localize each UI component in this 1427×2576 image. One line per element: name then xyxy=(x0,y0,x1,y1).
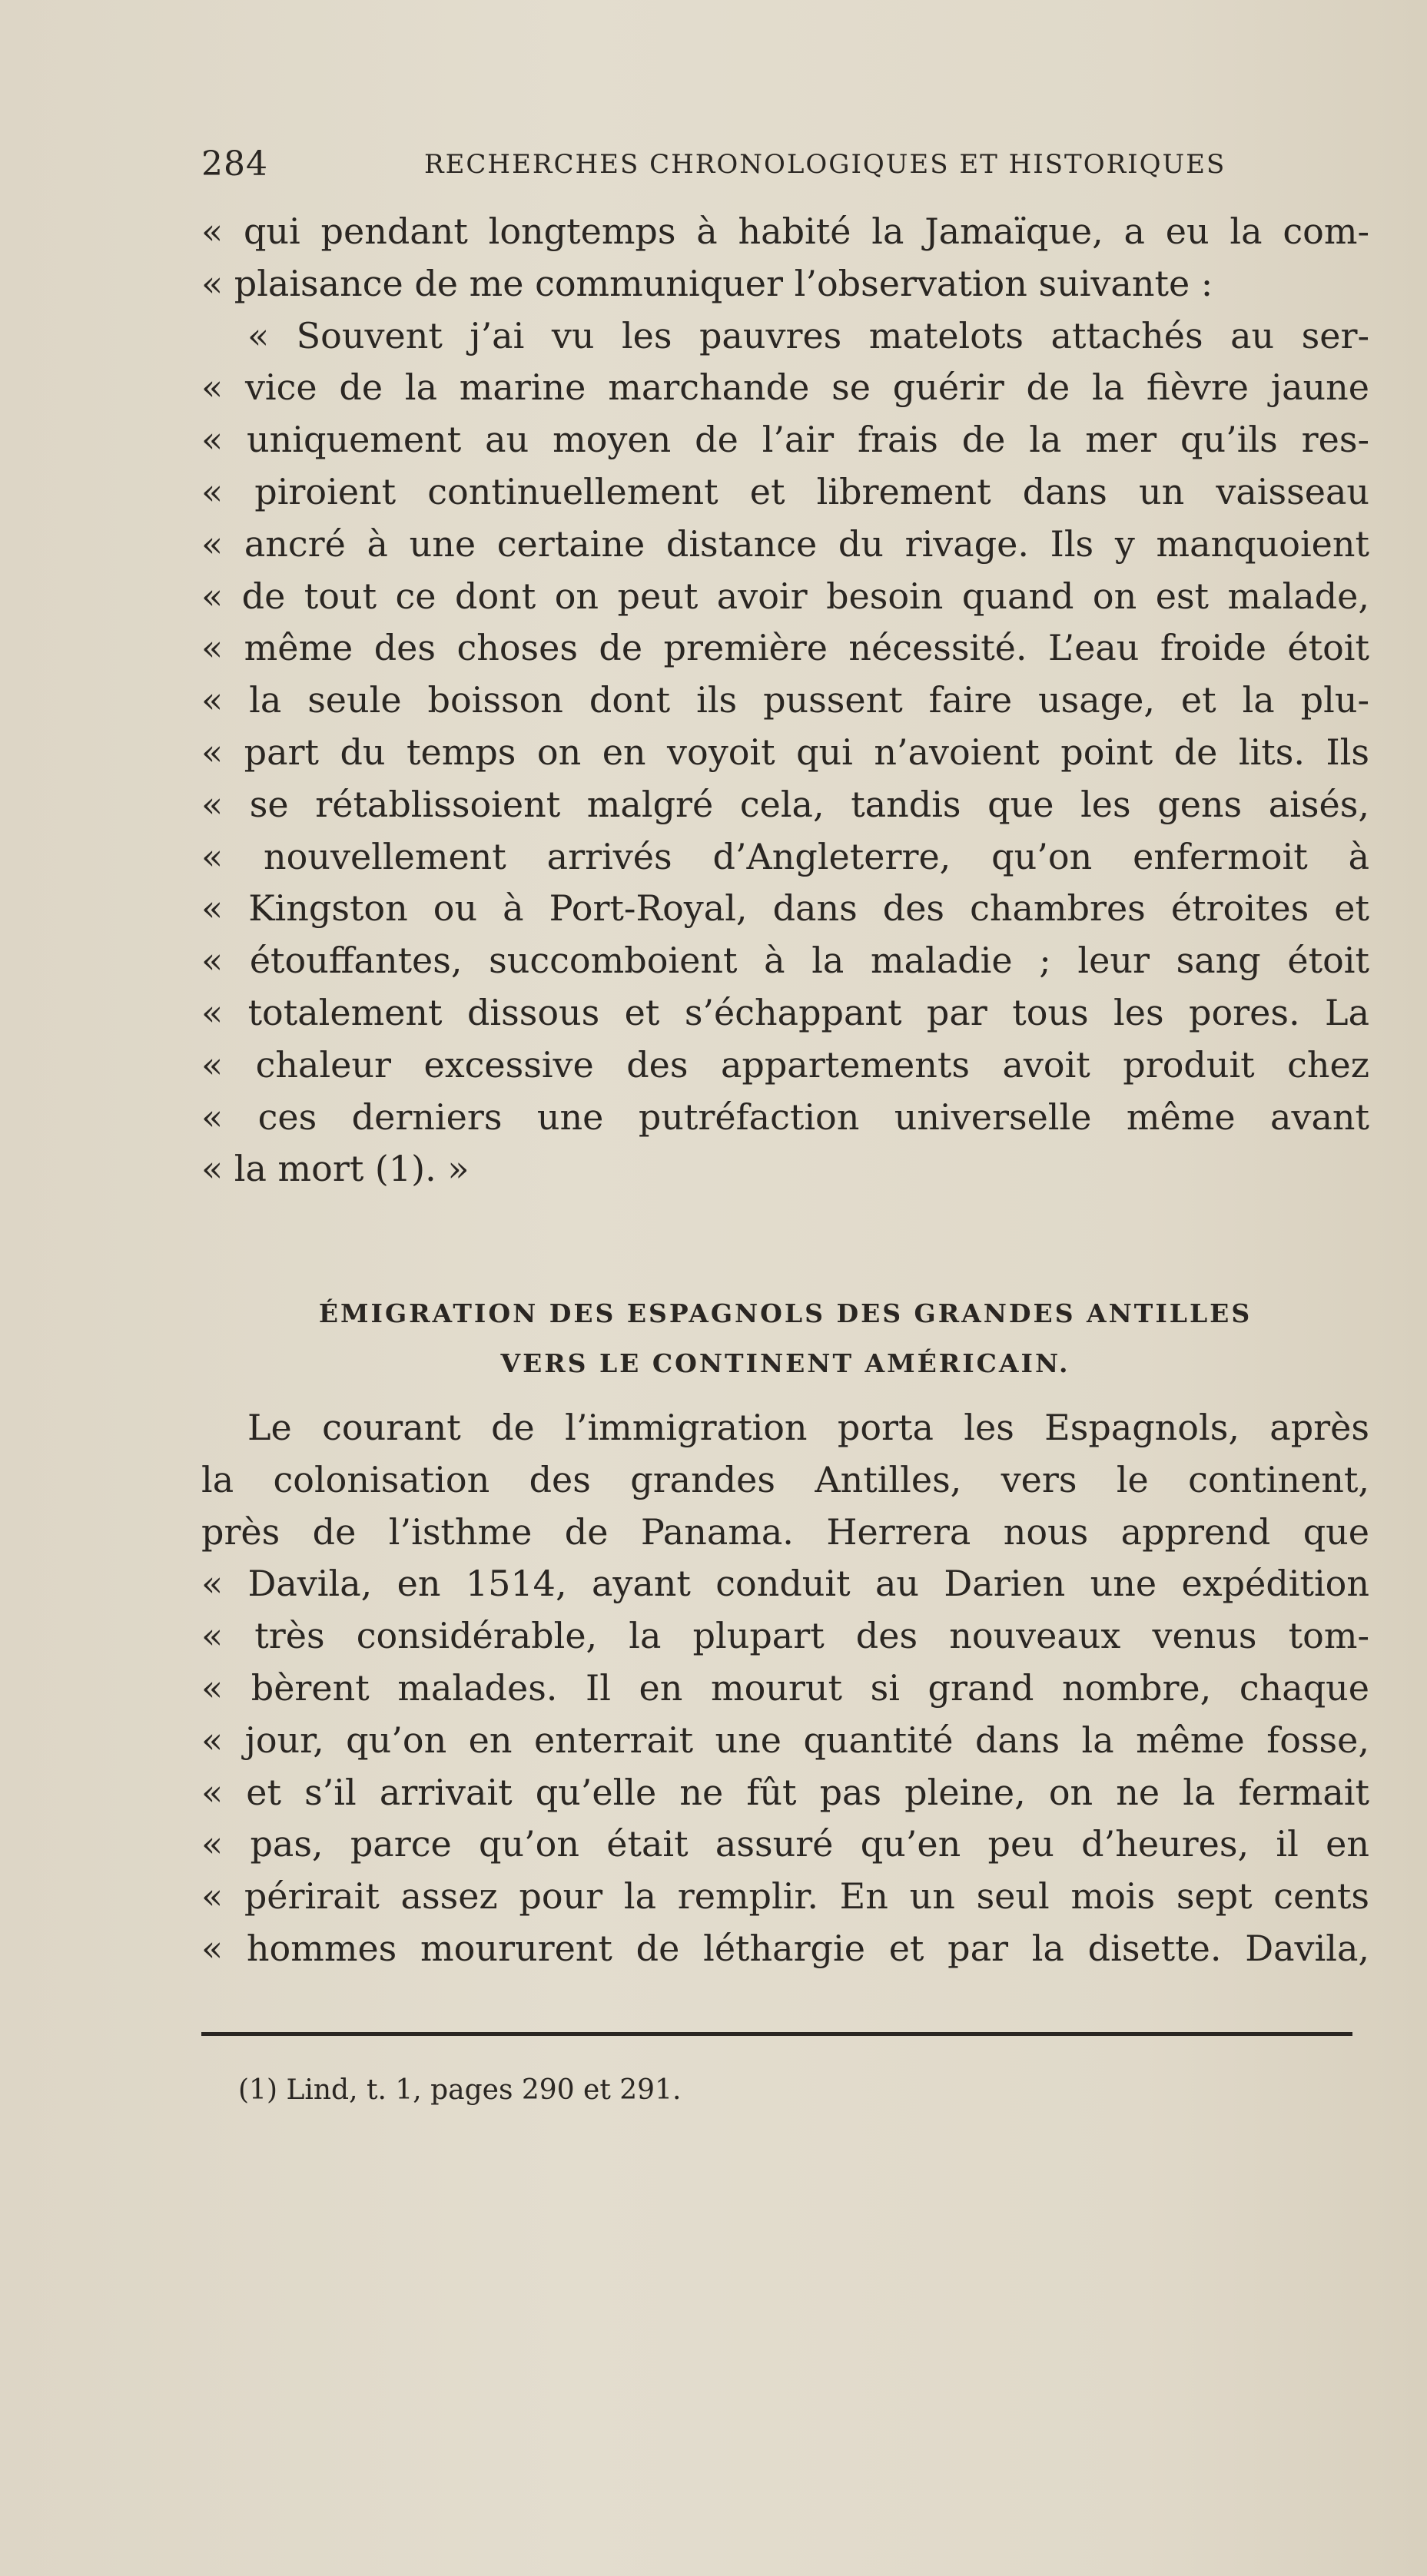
text-line: « ces derniers une putréfaction universelle même avant xyxy=(201,1096,1369,1138)
text-line: « hommes moururent de léthargie et par la disette. Davila, xyxy=(201,1927,1369,1969)
text-line: « vice de la marine marchande se guérir de la fièvre jaune xyxy=(201,366,1369,409)
text-line: « Kingston ou à Port-Royal, dans des chambres étroites et xyxy=(201,887,1369,930)
text-line: « et s’il arrivait qu’elle ne fût pas pleine, on ne la fermait xyxy=(201,1771,1369,1813)
text-line: Le courant de l’immigration porta les Espagnols, après xyxy=(247,1407,1369,1448)
text-line: « Souvent j’ai vu les pauvres matelots attachés au ser- xyxy=(247,314,1369,356)
section-title: ÉMIGRATION DES ESPAGNOLS DES GRANDES ANTILLES xyxy=(318,1298,1253,1328)
footnote: (1) Lind, t. 1, pages 290 et 291. xyxy=(238,2074,682,2106)
text-line: « de tout ce dont on peut avoir besoin quand on est malade, xyxy=(201,575,1369,617)
section-subtitle: VERS LE CONTINENT AMÉRICAIN. xyxy=(500,1348,1070,1378)
text-line: « uniquement au moyen de l’air frais de la mer qu’ils res- xyxy=(201,419,1369,461)
paragraph-emigration xyxy=(201,1402,1369,1975)
text-line: « pas, parce qu’on était assuré qu’en peu d’heures, il en xyxy=(201,1823,1369,1865)
text-line: « Davila, en 1514, ayant conduit au Darien une expédition xyxy=(201,1563,1369,1605)
text-line: « très considérable, la plupart des nouveaux venus tom- xyxy=(201,1615,1369,1657)
text-line: « se rétablissoient malgré cela, tandis que les gens aisés, xyxy=(201,783,1369,825)
text-line: « ancré à une certaine distance du rivage. Ils y manquoient xyxy=(201,522,1369,565)
running-title: RECHERCHES CHRONOLOGIQUES ET HISTORIQUES xyxy=(424,149,1226,180)
text-line: « totalement dissous et s’échappant par tous les pores. La xyxy=(201,991,1369,1033)
text-line: « bèrent malades. Il en mourut si grand nombre, chaque xyxy=(201,1666,1369,1709)
text-line: « étouffantes, succomboient à la maladie ; leur sang étoit xyxy=(201,940,1369,982)
text-line: « périrait assez pour la remplir. En un seul mois sept cents xyxy=(201,1875,1369,1918)
text-line: « chaleur excessive des appartements avoit produit chez xyxy=(201,1043,1369,1086)
text-line: « jour, qu’on en enterrait une quantité dans la même fosse, xyxy=(201,1719,1369,1761)
text-line: « même des choses de première nécessité. L’eau froide étoit xyxy=(201,627,1369,669)
text-line: près de l’isthme de Panama. Herrera nous apprend que xyxy=(201,1510,1369,1553)
text-line: la colonisation des grandes Antilles, vers le continent, xyxy=(201,1458,1369,1500)
paragraph-lind-quote xyxy=(201,206,1369,1195)
text-line: « la seule boisson dont ils pussent faire usage, et la plu- xyxy=(201,679,1369,721)
text-line: « piroient continuellement et librement dans un vaisseau xyxy=(201,470,1369,512)
page-number: 284 xyxy=(201,144,268,184)
text-line: « la mort (1). » xyxy=(201,1148,470,1190)
footnote-divider xyxy=(201,2032,1352,2036)
text-line: « part du temps on en voyoit qui n’avoient point de lits. Ils xyxy=(201,731,1369,773)
text-line: « nouvellement arrivés d’Angleterre, qu’on enfermoit à xyxy=(201,835,1369,877)
text-line: « plaisance de me communiquer l’observation suivante : xyxy=(201,262,1213,304)
text-line: « qui pendant longtemps à habité la Jamaïque, a eu la com- xyxy=(201,211,1369,252)
page-header xyxy=(201,144,1226,184)
